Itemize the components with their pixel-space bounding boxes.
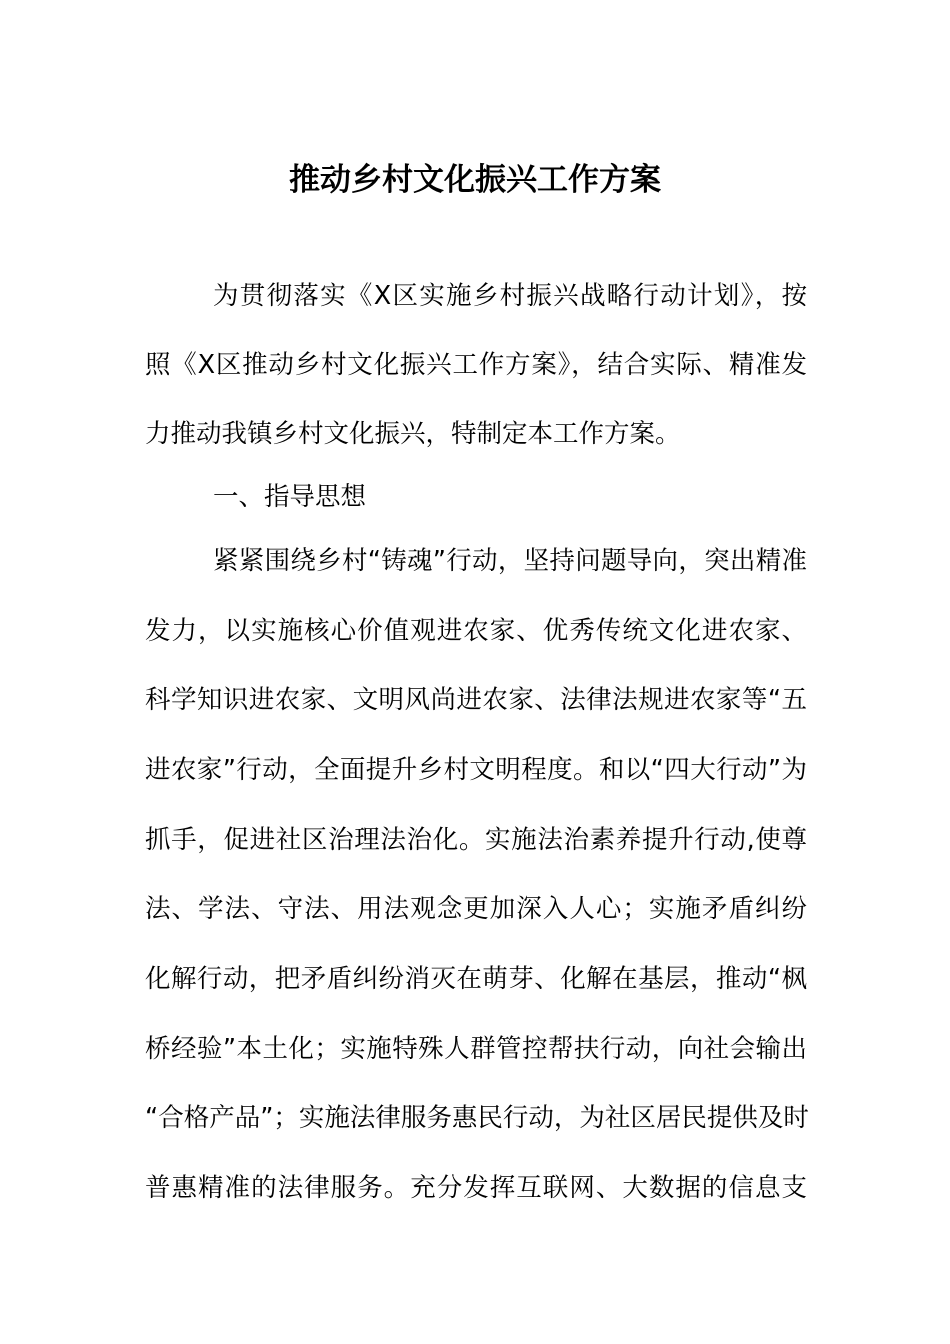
paragraph-line: 科学知识进农家、文明风尚进农家、法律法规进农家等“五 (145, 685, 807, 715)
paragraph-line: 力推动我镇乡村文化振兴，特制定本工作方案。 (145, 419, 681, 449)
document-title: 推动乡村文化振兴工作方案 (289, 162, 661, 198)
paragraph-line: 化解行动，把矛盾纠纷消灭在萌芽、化解在基层，推动“枫 (145, 964, 807, 994)
paragraph-line: 抓手，促进社区治理法治化。实施法治素养提升行动,使尊 (145, 825, 807, 855)
paragraph-line: 发力，以实施核心价值观进农家、优秀传统文化进农家、 (145, 616, 807, 646)
paragraph-line: “合格产品”；实施法律服务惠民行动，为社区居民提供及时 (145, 1103, 809, 1133)
paragraph-line: 为贯彻落实《X区实施乡村振兴战略行动计划》，按 (213, 281, 807, 311)
paragraph-line: 法、学法、守法、用法观念更加深入人心；实施矛盾纠纷 (145, 894, 807, 924)
paragraph-line: 紧紧围绕乡村“铸魂”行动，坚持问题导向，突出精准 (213, 546, 807, 576)
paragraph-line: 普惠精准的法律服务。充分发挥互联网、大数据的信息支 (145, 1173, 807, 1203)
paragraph-line: 桥经验”本土化；实施特殊人群管控帮扶行动，向社会输出 (145, 1034, 807, 1064)
paragraph-line: 进农家”行动，全面提升乡村文明程度。和以“四大行动”为 (145, 755, 807, 785)
section-heading: 一、指导思想 (213, 482, 367, 512)
paragraph-line: 照《X区推动乡村文化振兴工作方案》，结合实际、精准发 (145, 350, 807, 380)
